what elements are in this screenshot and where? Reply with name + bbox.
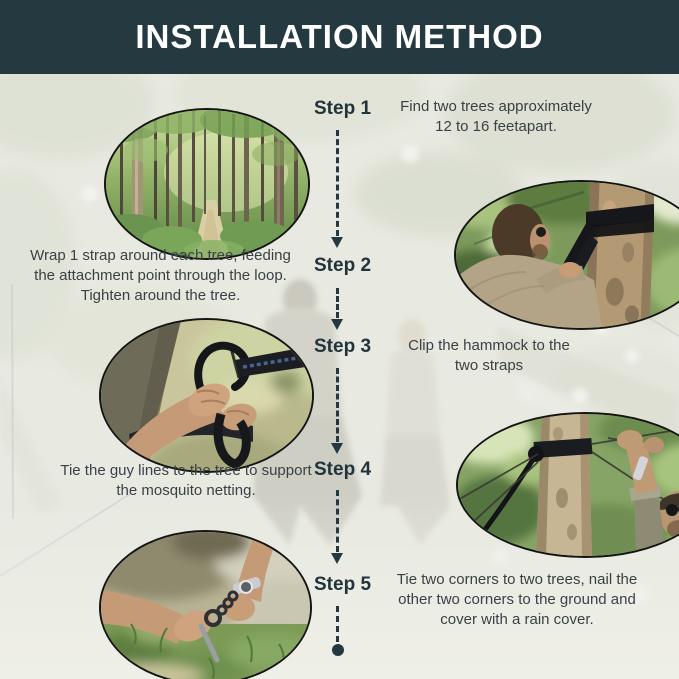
step-4-description: Tie the guy lines to the tree to support the mosquito netting. (60, 462, 312, 499)
step-5-description: Tie two corners to two trees, nail the other two corners to the ground and cover with a rain cover. (396, 571, 638, 628)
step-1-description: Find two trees approximately 12 to 16 feetapart. (400, 98, 592, 135)
connector-arrow-4 (331, 553, 343, 564)
step-3-description: Clip the hammock to the two straps (408, 337, 570, 374)
step-1-label: Step 1 (314, 98, 372, 119)
connector-dash-5 (336, 606, 339, 642)
page-title: INSTALLATION METHOD (135, 18, 544, 55)
connector-arrow-2 (331, 319, 343, 330)
connector-dash-1 (336, 130, 339, 236)
step-2-description: Wrap 1 strap around each tree, feeding the attachment point through the loop. Tighten around the tree. (30, 247, 291, 304)
step5-photo-stake-ground (99, 530, 312, 679)
step-3-label: Step 3 (314, 336, 372, 357)
connector-dash-2 (336, 288, 339, 318)
step-5-label: Step 5 (314, 574, 372, 595)
tree-trunk (536, 414, 592, 556)
connector-dash-4 (336, 490, 339, 552)
step-4-label: Step 4 (314, 459, 372, 480)
step-2-label: Step 2 (314, 255, 372, 276)
connector-end-dot (332, 644, 344, 656)
header-banner (0, 0, 679, 74)
step3-photo-carabiner-clip (99, 318, 314, 473)
connector-arrow-3 (331, 443, 343, 454)
connector-arrow-1 (331, 237, 343, 248)
step1-photo-forest (104, 108, 310, 260)
connector-dash-3 (336, 368, 339, 442)
